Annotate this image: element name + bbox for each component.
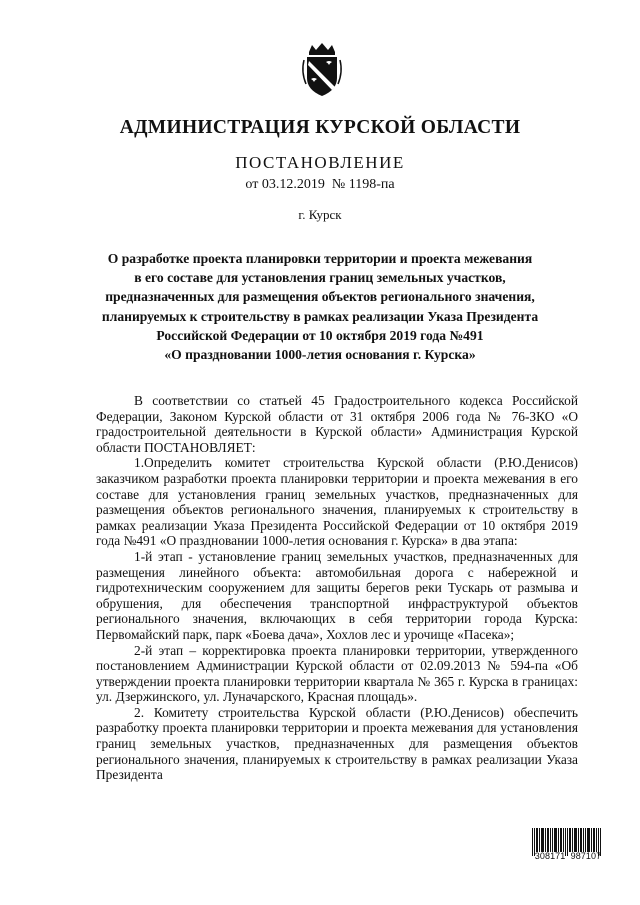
document-city: г. Курск bbox=[298, 207, 342, 222]
document-body bbox=[96, 393, 578, 783]
subject-line: «О праздновании 1000-летия основания г. Курска» bbox=[164, 347, 476, 363]
subject-line: О разработке проекта планировки территории и проекта межевания bbox=[107, 251, 533, 266]
kursk-coat-of-arms-icon bbox=[300, 42, 344, 98]
body-paragraph: 2. Комитету строительства Курской области (Р.Ю.Денисов) обеспечить разработку проекта планировки территории и проекта межевания для установления границ земельных участков, предназначенных для размещения объектов регионального значения, планируемых к строительству в рамках реализации Указа Президента bbox=[96, 704, 578, 783]
document-subject bbox=[80, 249, 560, 364]
subject-line: планируемых к строительству в рамках реализации Указа Президента bbox=[101, 308, 539, 324]
subject-line: Российской Федерации от 10 октября 2019 года №491 bbox=[156, 327, 484, 343]
subject-line: предназначенных для размещения объектов регионального значения, bbox=[105, 289, 535, 305]
body-paragraph: 1.Определить комитет строительства Курской области (Р.Ю.Денисов) заказчиком разработки проекта планировки территории и проекта межевания в его составе для установления границ земельных участков, предназначенных для размещения объектов регионального значения, планируемых к строительству в рамках реализации Указа Президента Российской Федерации от 10 октября 2019 года №491 «О праздновании 1000-летия основания г. Курска» в два этапа: bbox=[96, 455, 578, 549]
barcode-number: 308171 987107 bbox=[534, 851, 602, 861]
document-type: ПОСТАНОВЛЕНИЕ bbox=[235, 153, 405, 172]
document-date-number: от 03.12.2019 № 1198-па bbox=[245, 177, 395, 192]
organization-title: АДМИНИСТРАЦИЯ КУРСКОЙ ОБЛАСТИ bbox=[119, 117, 521, 138]
subject-line: в его составе для установления границ земельных участков, bbox=[134, 270, 506, 286]
body-paragraph: 1-й этап - установление границ земельных участков, предназначенных для размещения линейного объекта: автомобильная дорога с набережной и гидротехническим сооружением для защиты берегов реки Тускарь от размыва и обрушения, для обеспечения транспортной инфраструктурой объектов регионального значения, включающих в себя территории города Курска: Первомайский парк, парк «Боева дача», Хохлов лес и урочище «Пасека»; bbox=[96, 548, 578, 642]
body-paragraph: В соответствии со статьей 45 Градостроительного кодекса Российской Федерации, Законом Курской области от 31 октября 2006 года № 76-ЗКО «О градостроительной деятельности в Курской области» Администрация Курской области ПОСТАНОВЛЯЕТ: bbox=[96, 393, 578, 455]
body-paragraph: 2-й этап – корректировка проекта планировки территории, утвержденного постановлением Администрации Курской области от 02.09.2013 № 594-па «Об утверждении проекта планировки территории квартала № 365 г. Курска в границах: ул. Дзержинского, ул. Луначарского, Красная площадь». bbox=[96, 642, 578, 705]
